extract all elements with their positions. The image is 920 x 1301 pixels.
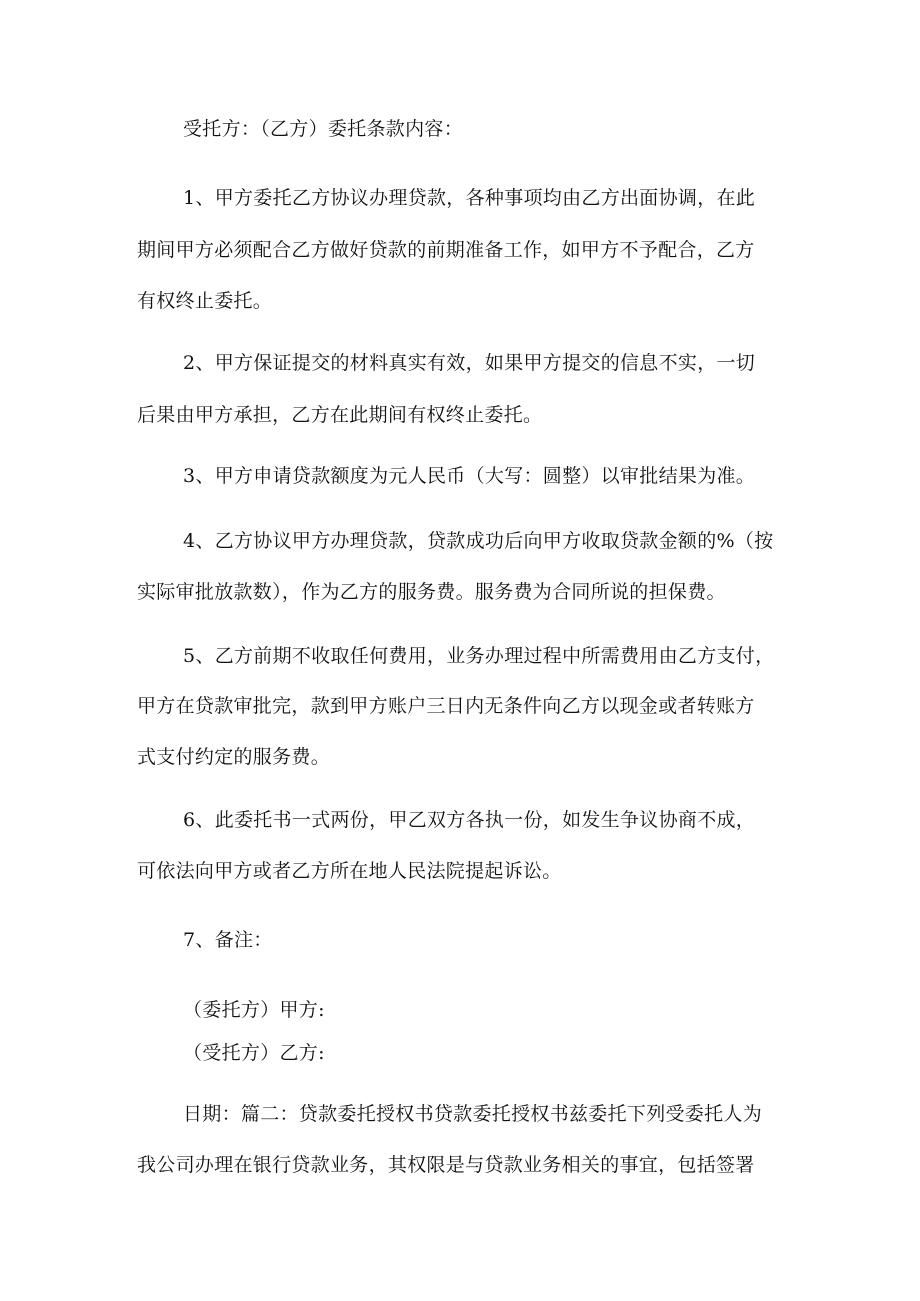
- clause-6-line-1: 6、此委托书一式两份，甲乙双方各执一份，如发生争议协商不成，: [183, 809, 756, 831]
- clause-5-line-1: 5、乙方前期不收取任何费用，业务办理过程中所需费用由乙方支付，: [183, 645, 775, 667]
- signature-agent: （受托方）乙方:: [183, 1042, 325, 1064]
- closing-line-2: 我公司办理在银行贷款业务，其权限是与贷款业务相关的事宜，包括签署: [137, 1154, 755, 1176]
- clause-2-line-1: 2、甲方保证提交的材料真实有效，如果甲方提交的信息不实，一切: [183, 352, 756, 374]
- clause-5-line-3: 式支付约定的服务费。: [137, 746, 331, 768]
- clause-2-line-2: 后果由甲方承担，乙方在此期间有权终止委托。: [137, 404, 543, 426]
- clause-4-line-2: 实际审批放款数），作为乙方的服务费。服务费为合同所说的担保费。: [137, 581, 726, 603]
- clause-6-line-2: 可依法向甲方或者乙方所在地人民法院提起诉讼。: [137, 860, 562, 882]
- closing-line-1: 日期：篇二：贷款委托授权书贷款委托授权书兹委托下列受委托人为: [183, 1103, 763, 1125]
- heading-text: 受托方：（乙方）委托条款内容：: [183, 118, 464, 140]
- clause-4-line-1: 4、乙方协议甲方办理贷款，贷款成功后向甲方收取贷款金额的%（按: [183, 530, 774, 552]
- signature-principal: （委托方）甲方:: [183, 999, 325, 1021]
- clause-7-line-1: 7、备注：: [183, 929, 273, 951]
- clause-1-line-2: 期间甲方必须配合乙方做好贷款的前期准备工作，如甲方不予配合，乙方: [137, 239, 755, 261]
- clause-5-line-2: 甲方在贷款审批完，款到甲方账户三日内无条件向乙方以现金或者转账方: [137, 695, 755, 717]
- clause-1-line-1: 1、甲方委托乙方协议办理贷款，各种事项均由乙方出面协调，在此: [183, 187, 756, 209]
- clause-3-line-1: 3、甲方申请贷款额度为元人民币（大写：圆整）以审批结果为准。: [183, 465, 756, 487]
- clause-1-line-3: 有权终止委托。: [137, 290, 273, 312]
